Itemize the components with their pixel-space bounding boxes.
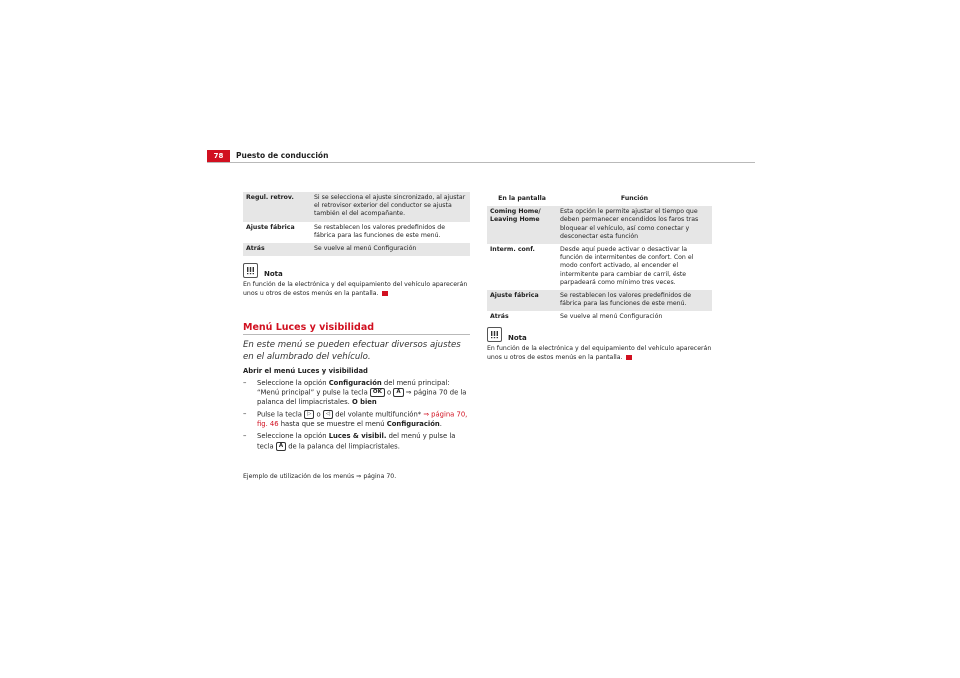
note-title: Nota xyxy=(508,334,527,342)
table-row xyxy=(487,206,712,244)
row-value: Esta opción le permite ajustar el tiempo que deben permanecer encendidos los faros tras bloquear el vehículo, así como conectar y desconectar esta función xyxy=(557,206,712,244)
column-header: Función xyxy=(557,192,712,206)
row-key: Coming Home/ Leaving Home xyxy=(487,206,557,244)
a-key-icon: A xyxy=(276,442,286,451)
list-item: – Seleccione la opción Configuración del menú principal: “Menú principal” y pulse la tecla OK o A ⇒ página 70 de la palanca del limpiacristales. O bien xyxy=(243,379,467,407)
section-title: Menú Luces y visibilidad xyxy=(243,322,375,333)
row-value: Si se selecciona el ajuste sincronizado, al ajustar el retrovisor exterior del conductor se ajusta también el del acompañante. xyxy=(311,192,470,222)
table-row xyxy=(243,243,470,256)
note-icon xyxy=(487,327,502,342)
row-value: Se restablecen los valores predefinidos de fábrica para las funciones de este menú. xyxy=(314,223,446,239)
column-header: En la pantalla xyxy=(487,192,557,206)
row-key: Atrás xyxy=(490,313,509,321)
section-rule xyxy=(243,334,470,335)
row-key: Regul. retrov. xyxy=(243,192,311,222)
table-header-row xyxy=(487,192,712,206)
note-icon xyxy=(243,263,258,278)
row-value: Se vuelve al menú Configuración xyxy=(560,313,663,321)
row-value: Se vuelve al menú Configuración xyxy=(311,243,470,256)
note-header xyxy=(487,327,712,342)
row-value: Se restablecen los valores predefinidos de fábrica para las funciones de este menú. xyxy=(557,290,712,311)
a-key-icon: A xyxy=(393,388,403,397)
table-row xyxy=(243,192,470,222)
row-key: Ajuste fábrica xyxy=(487,290,557,311)
note-text: En función de la electrónica y del equipamiento del vehículo aparecerán unos u otros de estos menús en la pantalla. xyxy=(243,281,468,297)
header-rule xyxy=(207,162,755,163)
table-row xyxy=(487,311,712,324)
settings-table-right xyxy=(487,192,712,325)
row-value: Desde aquí puede activar o desactivar la función de intermitentes de confort. Con el modo confort activado, al encender el intermitente para cambiar de carril, éste parpadeará como mínimo tres veces. xyxy=(560,246,694,286)
note-box-right xyxy=(487,327,712,362)
row-key: Ajuste fábrica xyxy=(246,223,295,231)
note-header xyxy=(243,263,470,278)
ok-key-icon: OK xyxy=(370,388,385,397)
example-note: Ejemplo de utilización de los menús ⇒ página 70. xyxy=(243,473,397,480)
note-text: En función de la electrónica y del equipamiento del vehículo aparecerán unos u otros de estos menús en la pantalla. xyxy=(487,345,712,361)
row-key: Interm. conf. xyxy=(490,246,535,254)
end-mark-icon xyxy=(382,291,388,296)
note-title: Nota xyxy=(264,270,283,278)
row-key: Atrás xyxy=(243,243,311,256)
note-box-left xyxy=(243,263,470,298)
table-row xyxy=(487,290,712,311)
next-key-icon: ▷ xyxy=(304,410,314,419)
end-mark-icon xyxy=(626,355,632,360)
table-row xyxy=(487,244,712,290)
page-number: 78 xyxy=(207,150,230,162)
list-item: – Pulse la tecla ▷ o ◁ del volante multifunción* ⇒ página 70, fig. 46 hasta que se muestre el menú Configuración. xyxy=(243,410,468,429)
procedure-heading: Abrir el menú Luces y visibilidad xyxy=(243,367,368,375)
procedure-steps xyxy=(243,379,470,455)
page-reference-link[interactable]: ⇒ página 70, fig. 46 xyxy=(257,410,468,429)
table-row xyxy=(243,222,470,243)
settings-table-left xyxy=(243,192,470,256)
list-item: – Seleccione la opción Luces & visibil. del menú y pulse la tecla A de la palanca del limpiacristales. xyxy=(243,432,456,451)
running-title: Puesto de conducción xyxy=(236,151,329,160)
prev-key-icon: ◁ xyxy=(323,410,333,419)
section-intro: En este menú se pueden efectuar diversos ajustes en el alumbrado del vehículo. xyxy=(243,340,461,362)
